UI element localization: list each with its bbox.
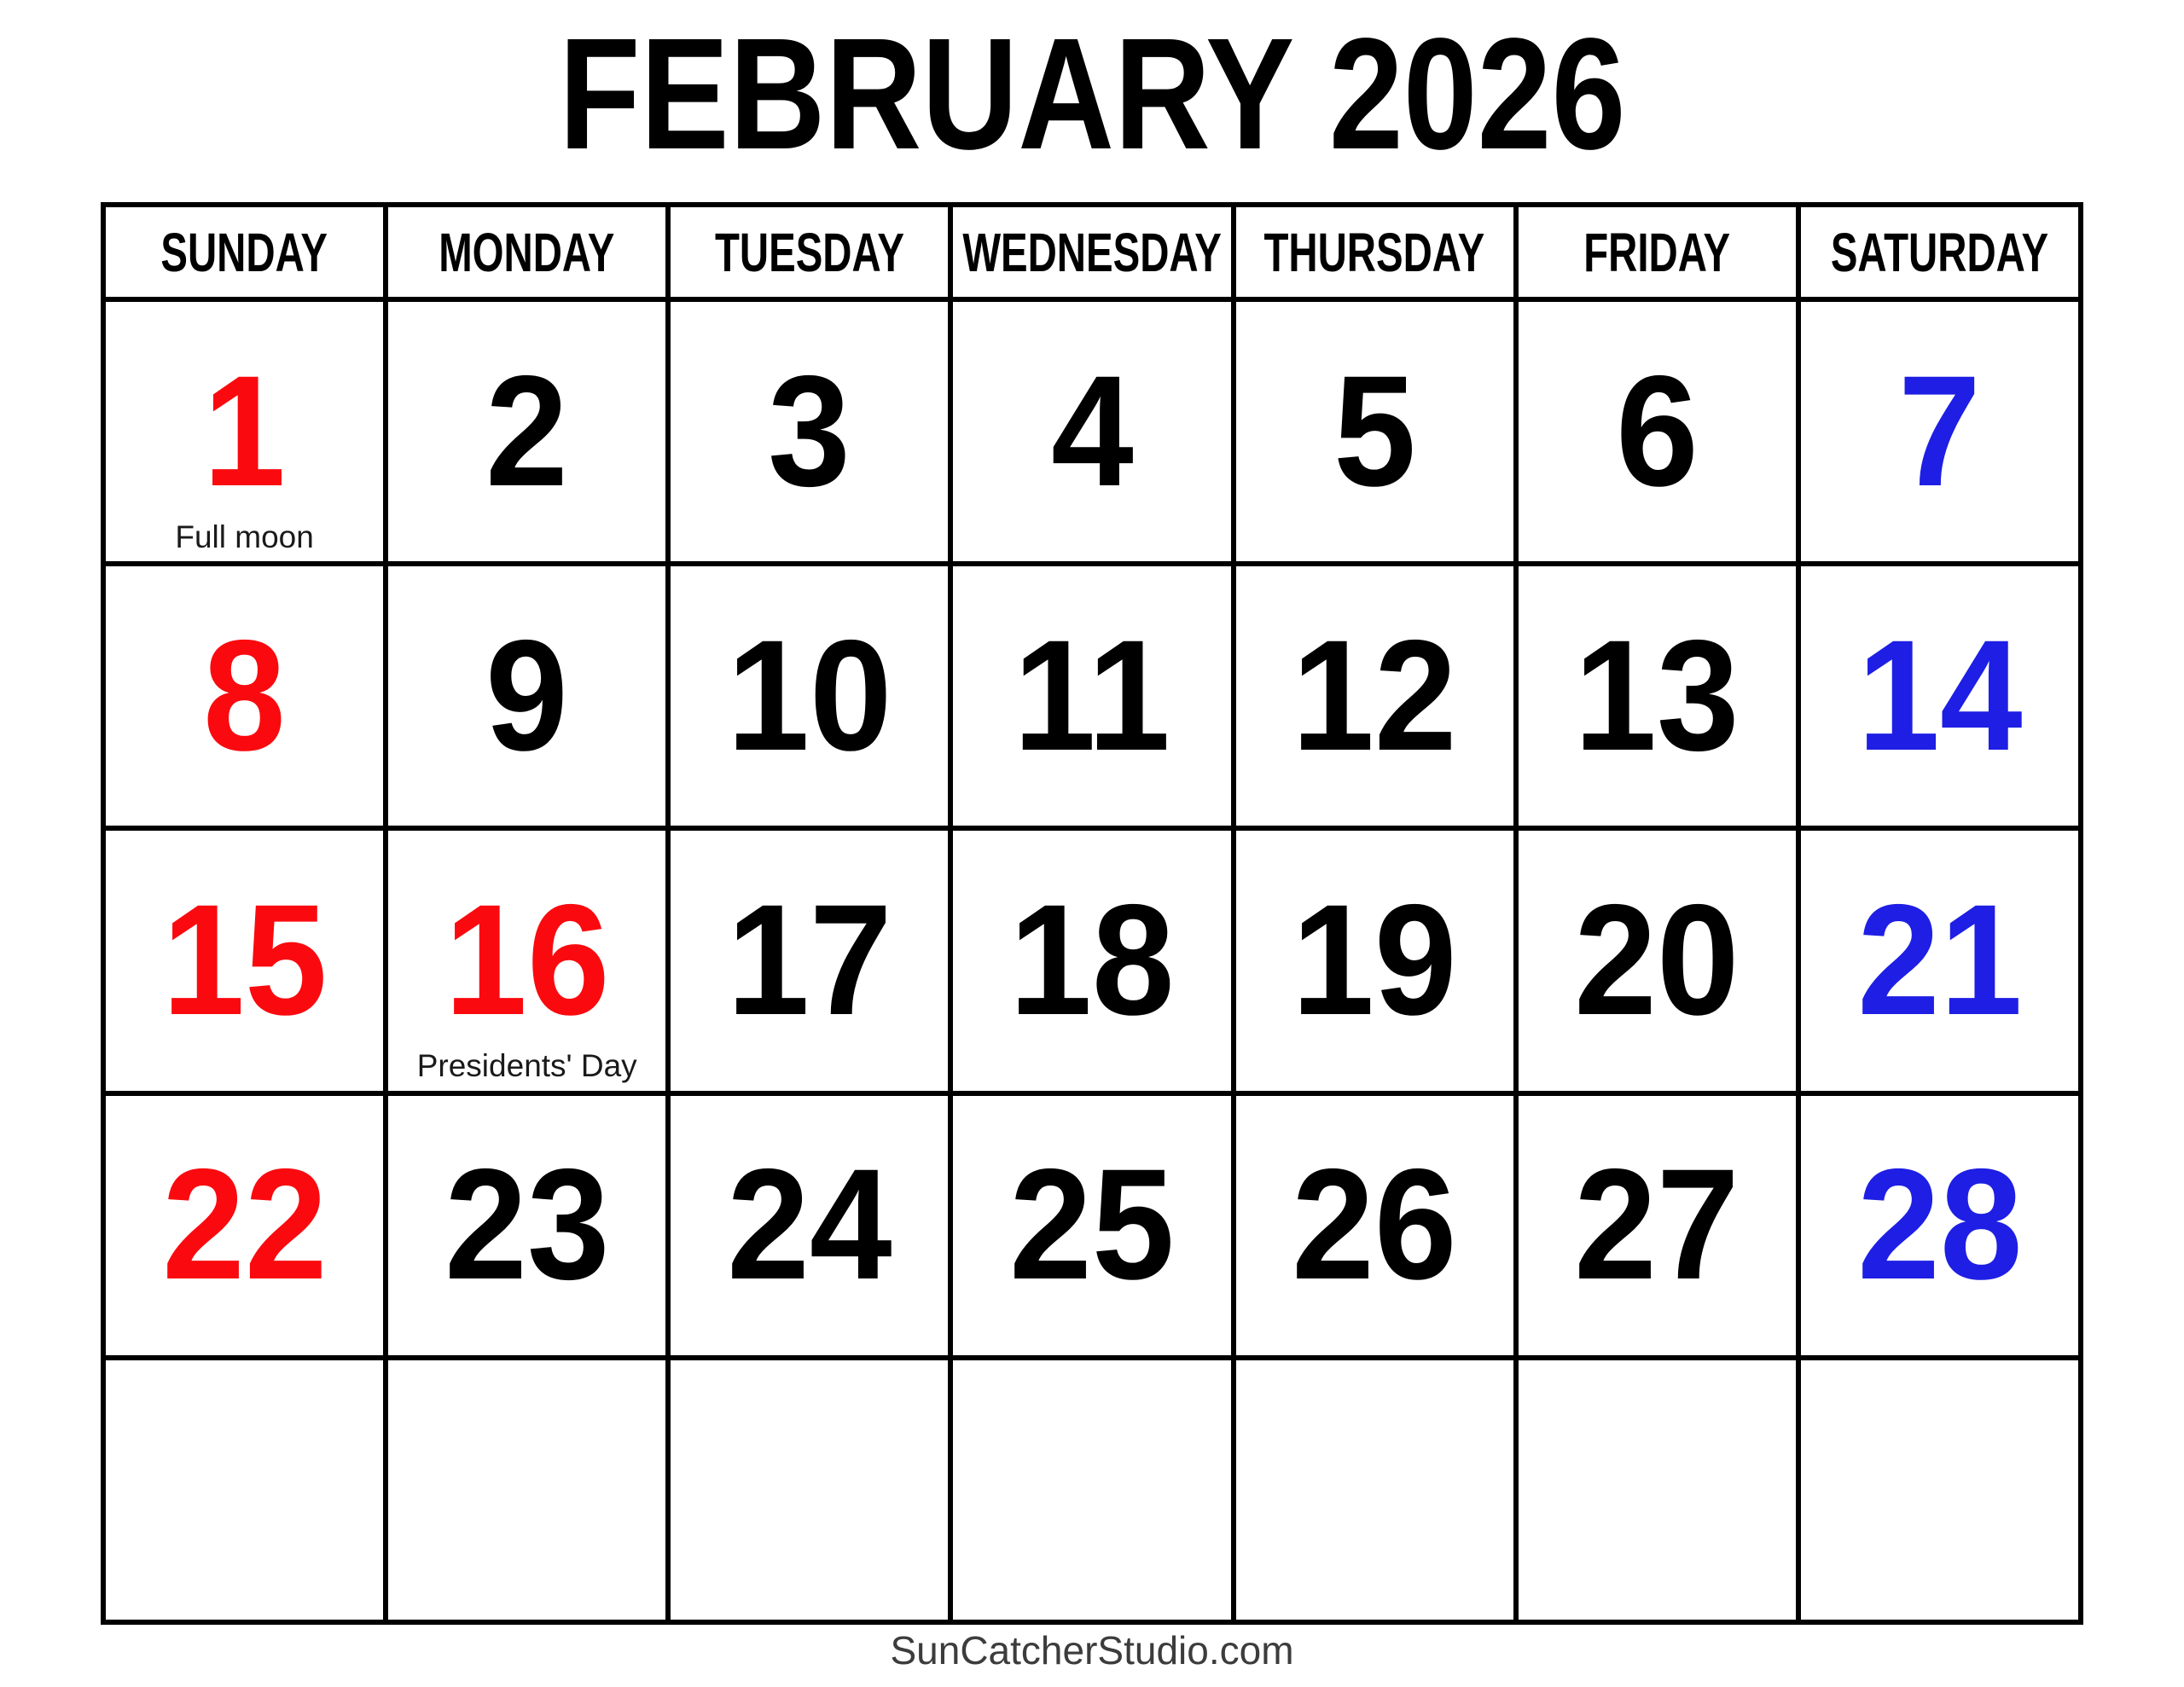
day-cell-feb-1 [103, 299, 386, 564]
day-number: 14 [1856, 607, 2023, 784]
day-cell-feb-7 [1798, 299, 2081, 564]
day-number: 26 [1292, 1137, 1457, 1313]
day-cell-feb-5 [1234, 299, 1516, 564]
day-cell-empty-7 [1798, 1358, 2081, 1622]
day-cell-feb-8 [103, 564, 386, 828]
day-cell-feb-13 [1516, 564, 1798, 828]
day-cell-feb-23 [386, 1093, 668, 1358]
day-number: 8 [203, 607, 286, 784]
day-number: 23 [444, 1137, 610, 1313]
day-number: 27 [1574, 1137, 1740, 1313]
day-cell-feb-22 [103, 1093, 386, 1358]
day-cell-feb-12 [1234, 564, 1516, 828]
page-title [0, 6, 2184, 183]
weekday-header-wednesday [950, 205, 1233, 299]
day-number: 5 [1333, 343, 1416, 519]
day-number: 17 [727, 872, 892, 1048]
weekday-header-thursday [1234, 205, 1516, 299]
day-number: 4 [1050, 343, 1134, 519]
day-number: 16 [444, 872, 610, 1048]
day-cell-empty-2 [386, 1358, 668, 1622]
day-cell-feb-15 [103, 828, 386, 1093]
day-cell-feb-28 [1798, 1093, 2081, 1358]
page-title-text: FEBRUARY 2026 [558, 6, 1626, 183]
day-cell-feb-19 [1234, 828, 1516, 1093]
day-cell-feb-9 [386, 564, 668, 828]
day-cell-feb-6 [1516, 299, 1798, 564]
day-cell-feb-26 [1234, 1093, 1516, 1358]
day-number: 12 [1292, 607, 1457, 784]
day-cell-feb-10 [668, 564, 950, 828]
day-number: 19 [1292, 872, 1457, 1048]
day-cell-empty-1 [103, 1358, 386, 1622]
day-cell-feb-17 [668, 828, 950, 1093]
weekday-label: SATURDAY [1830, 221, 2049, 283]
weekday-label: SUNDAY [160, 221, 328, 283]
weekday-header-monday [386, 205, 668, 299]
day-cell-empty-6 [1516, 1358, 1798, 1622]
weekday-header-saturday [1798, 205, 2081, 299]
day-number: 21 [1856, 872, 2023, 1048]
footer-credit: SunCatcherStudio.com [890, 1628, 1294, 1673]
day-number: 2 [485, 343, 569, 519]
weekday-header-tuesday [668, 205, 950, 299]
calendar-grid [101, 202, 2083, 1625]
weekday-header-sunday [103, 205, 386, 299]
day-note: Presidents' Day [416, 1047, 637, 1083]
weekday-label: WEDNESDAY [962, 221, 1222, 283]
day-number: 20 [1574, 872, 1740, 1048]
day-cell-empty-5 [1234, 1358, 1516, 1622]
day-cell-feb-24 [668, 1093, 950, 1358]
day-number: 25 [1009, 1137, 1175, 1313]
weekday-label: FRIDAY [1583, 221, 1731, 283]
day-number: 10 [727, 607, 892, 784]
weekday-label: TUESDAY [714, 221, 904, 283]
day-cell-feb-14 [1798, 564, 2081, 828]
day-note: Full moon [175, 519, 314, 554]
day-number: 15 [161, 872, 328, 1048]
day-number: 6 [1615, 343, 1699, 519]
day-cell-feb-16 [386, 828, 668, 1093]
day-cell-feb-27 [1516, 1093, 1798, 1358]
day-cell-feb-3 [668, 299, 950, 564]
day-number: 3 [768, 343, 851, 519]
day-cell-feb-11 [950, 564, 1233, 828]
day-number: 11 [1014, 607, 1170, 784]
day-cell-empty-4 [950, 1358, 1233, 1622]
day-cell-feb-4 [950, 299, 1233, 564]
day-cell-feb-25 [950, 1093, 1233, 1358]
day-cell-feb-21 [1798, 828, 2081, 1093]
day-number: 7 [1898, 343, 1981, 519]
day-cell-feb-20 [1516, 828, 1798, 1093]
weekday-label: MONDAY [439, 221, 615, 283]
day-cell-empty-3 [668, 1358, 950, 1622]
day-number: 22 [161, 1137, 328, 1313]
weekday-label: THURSDAY [1263, 221, 1485, 283]
day-number: 24 [727, 1137, 892, 1313]
weekday-header-friday [1516, 205, 1798, 299]
day-number: 18 [1009, 872, 1175, 1048]
day-number: 13 [1574, 607, 1740, 784]
day-cell-feb-18 [950, 828, 1233, 1093]
day-number: 1 [203, 343, 286, 519]
day-number: 28 [1856, 1137, 2023, 1313]
day-number: 9 [485, 607, 569, 784]
day-cell-feb-2 [386, 299, 668, 564]
